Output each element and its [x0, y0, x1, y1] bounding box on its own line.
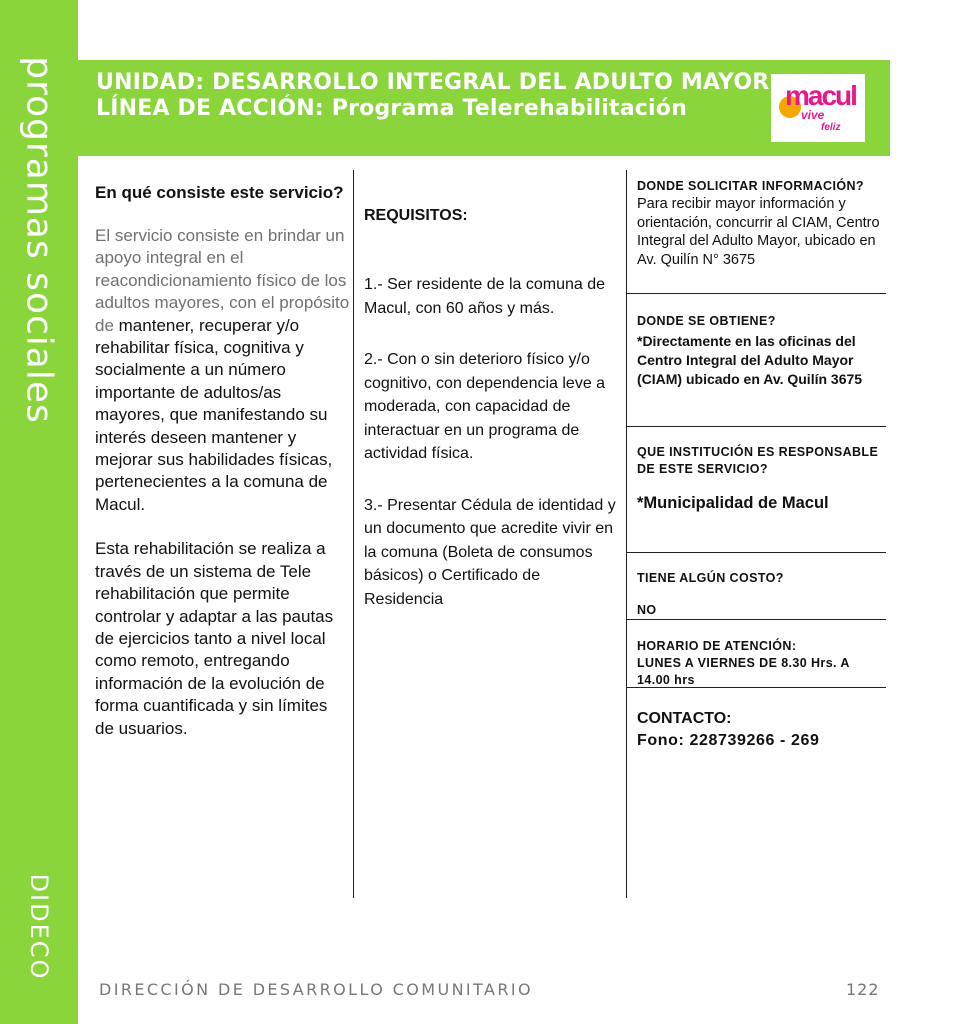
- requirements-column: [364, 207, 619, 611]
- page-number: 122: [846, 980, 880, 999]
- contact-phone: Fono: 228739266 - 269: [637, 732, 820, 749]
- requirements-heading: REQUISITOS:: [364, 207, 468, 224]
- action-line-title: LÍNEA DE ACCIÓN: Programa Telerehabilitación: [96, 96, 687, 121]
- logo-wordmark: macul: [785, 80, 856, 111]
- sidebar: [0, 0, 78, 1024]
- rehabilitation-paragraph: Esta rehabilitación se realiza a través de un sistema de Tele rehabilitación que permite controlar y adaptar a las pautas de ejercicios tanto a nivel local como remoto, entregando información de la evolución de forma cuantificada y sin límites de usuarios.: [95, 539, 334, 738]
- institution-text: *Municipalidad de Macul: [637, 494, 829, 512]
- hours-heading: HORARIO DE ATENCIÓN:: [637, 639, 797, 653]
- requirement-item: 1.- Ser residente de la comuna de Macul, con 60 años y más.: [364, 276, 606, 317]
- cost-heading: TIENE ALGÚN COSTO?: [637, 571, 784, 585]
- hours-section: [637, 638, 882, 689]
- header-banner: [78, 60, 890, 156]
- requirement-item: 2.- Con o sin deterioro físico y/o cognitivo, con dependencia leve a moderada, con capacidad de interactuar en un programa de actividad física.: [364, 351, 606, 462]
- description-rest: mantener, recuperar y/o rehabilitar física, cognitiva y socialmente a un número importante de adultos/as mayores, que manifestando su interés deseen mantener y mejorar sus habilidades físicas, pertenecientes a la comuna de Macul.: [95, 315, 333, 514]
- sidebar-department: DIDECO: [25, 873, 53, 981]
- cost-section: [637, 570, 882, 619]
- column-divider-1: [353, 170, 354, 898]
- divider: [626, 687, 886, 688]
- obtain-heading: DONDE SE OBTIENE?: [637, 314, 776, 328]
- unit-title: UNIDAD: DESARROLLO INTEGRAL DEL ADULTO MAYOR: [96, 70, 770, 95]
- description-paragraph: [95, 225, 350, 516]
- contact-heading: CONTACTO:: [637, 710, 732, 727]
- obtain-section: [637, 313, 882, 389]
- divider: [626, 619, 886, 620]
- institution-section: [637, 444, 882, 513]
- info-request-section: [637, 178, 882, 269]
- institution-heading: QUE INSTITUCIÓN ES RESPONSABLE DE ESTE SERVICIO?: [637, 445, 879, 476]
- description-column: [95, 182, 350, 740]
- cost-text: NO: [637, 603, 657, 617]
- macul-logo: [771, 74, 865, 142]
- description-intro: El servicio consiste en brindar un apoyo integral en el reacondicionamiento físico de los adultos mayores, con el propósito de: [95, 226, 350, 335]
- requirement-item: 3.- Presentar Cédula de identidad y un documento que acredite vivir en la comuna (Boleta de consumos básicos) o Certificado de Residencia: [364, 496, 616, 608]
- description-heading: En qué consiste este servicio?: [95, 183, 344, 202]
- footer-department: DIRECCIÓN DE DESARROLLO COMUNITARIO: [99, 980, 533, 999]
- divider: [626, 552, 886, 553]
- info-request-heading: DONDE SOLICITAR INFORMACIÓN?: [637, 179, 864, 193]
- divider: [626, 426, 886, 427]
- obtain-text: *Directamente en las oficinas del Centro Integral del Adulto Mayor (CIAM) ubicado en Av. Quilín 3675: [637, 333, 863, 387]
- logo-vive: vive: [801, 108, 825, 122]
- hours-text: LUNES A VIERNES DE 8.30 Hrs. A 14.00 hrs: [637, 656, 850, 687]
- contact-section: [637, 710, 882, 750]
- logo-feliz: feliz: [821, 122, 841, 133]
- info-request-text: Para recibir mayor información y orientación, concurrir al CIAM, Centro Integral del Adulto Mayor, ubicado en Av. Quilín N° 3675: [637, 196, 880, 268]
- divider: [626, 293, 886, 294]
- column-divider-2: [626, 170, 627, 898]
- sidebar-title: programas sociales: [18, 56, 60, 424]
